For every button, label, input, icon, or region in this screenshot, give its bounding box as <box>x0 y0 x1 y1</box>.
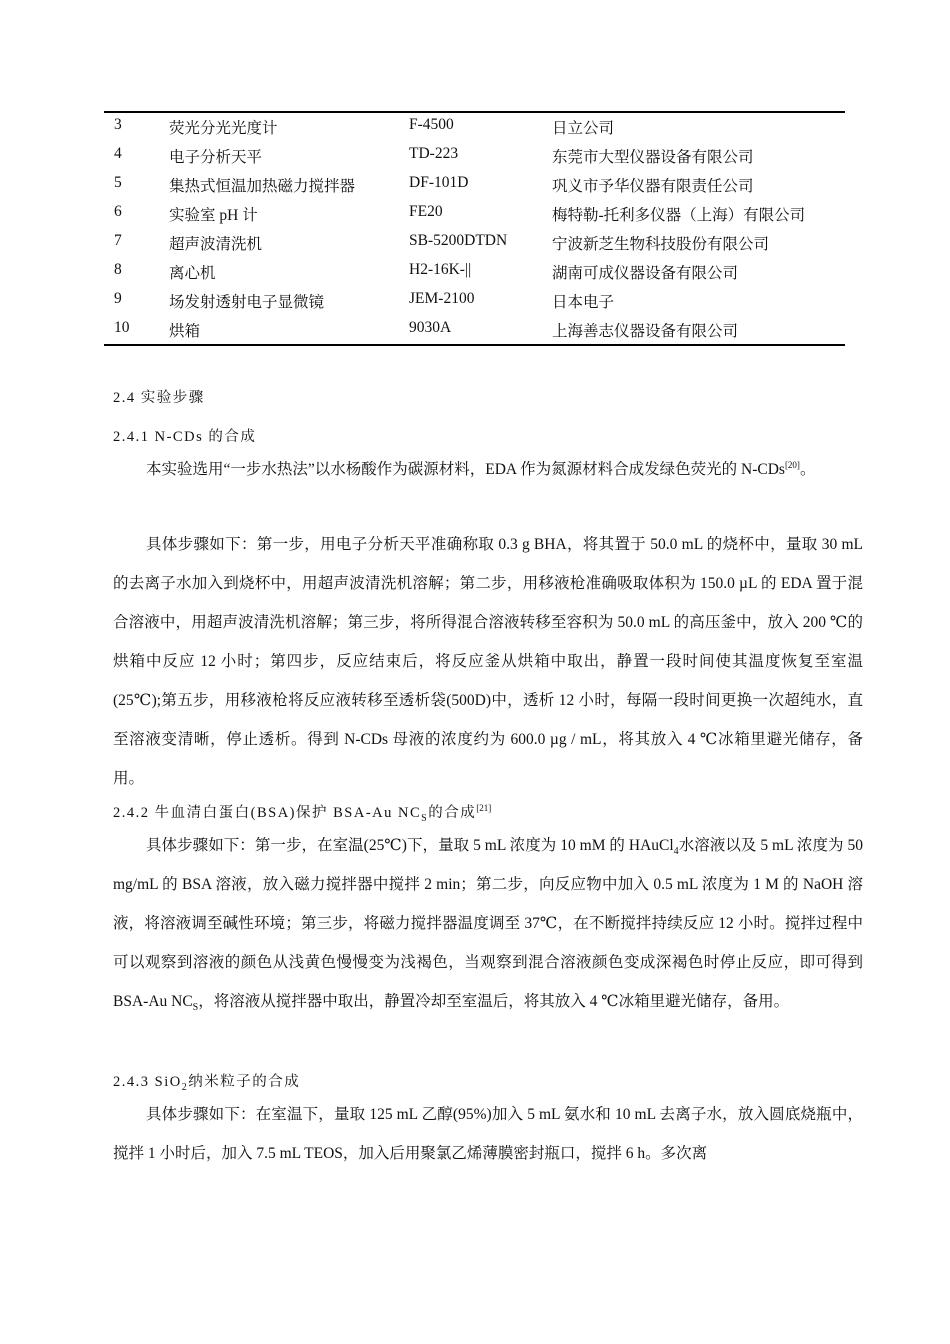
citation-ref: [21] <box>476 803 492 814</box>
row-number: 5 <box>114 174 122 191</box>
instrument-maker: 湖南可成仪器设备有限公司 <box>552 265 739 282</box>
table-row <box>104 141 845 170</box>
row-number: 3 <box>114 116 122 133</box>
table-row <box>104 112 845 141</box>
subscript: S <box>192 1002 199 1014</box>
instrument-name: 烘箱 <box>169 323 201 340</box>
instrument-maker: 日本电子 <box>552 294 615 311</box>
table-row <box>104 286 845 315</box>
paragraph-ncds-steps: 具体步骤如下：第一步，用电子分析天平准确称取 0.3 g BHA，将其置于 50.0 mL 的烧杯中，量取 30 mL 的去离子水加入到烧杯中，用超声波清洗机溶解；第二步，用移液枪准确吸取体积为 150.0 µL 的 EDA 置于混合溶液中，用超声波清洗机溶解；第三步，将所得混合溶液转移至容积为 50.0 mL 的高压釜中，放入 200 ℃的烘箱中反应 12 小时；第四步，反应结束后，将反应釜从烘箱中取出，静置一段时间使其温度恢复至室温(25℃);第五步，用移液枪将反应液转移至透析袋(500D)中，透析 12 小时，每隔一段时间更换一次超纯水，直至溶液变清晰，停止透析。得到 N-CDs 母液的浓度约为 600.0 µg / mL，将其放入 4 ℃冰箱里避光储存，备用。 <box>113 536 863 787</box>
citation-ref: [20] <box>784 459 800 470</box>
table-row <box>104 257 845 286</box>
instrument-maker: 巩义市予华仪器有限责任公司 <box>552 178 754 195</box>
row-number: 4 <box>114 145 122 162</box>
table-row <box>104 170 845 199</box>
row-number: 10 <box>114 319 130 336</box>
paragraph-text: ，将溶液从搅拌器中取出，静置冷却至室温后，将其放入 4 ℃冰箱里避光储存，备用。 <box>198 993 790 1010</box>
row-number: 6 <box>114 203 122 220</box>
instrument-maker: 宁波新芝生物科技股份有限公司 <box>552 236 770 253</box>
heading-text: 2.4.3 SiO <box>113 1074 182 1090</box>
instrument-name: 场发射透射电子显微镜 <box>169 294 325 311</box>
heading-subscript: 2 <box>181 1081 189 1093</box>
instrument-name: 集热式恒温加热磁力搅拌器 <box>169 178 356 195</box>
instrument-name: 超声波清洗机 <box>169 236 263 253</box>
paragraph-ncds-intro <box>113 450 863 489</box>
instrument-model: H2-16K-|| <box>409 261 472 278</box>
section-heading-2-4-3 <box>113 1070 300 1093</box>
paragraph-text: 本实验选用“一步水热法”以水杨酸作为碳源材料，EDA 作为氮源材料合成发绿色荧光的 N-CDs <box>146 461 785 478</box>
row-number: 8 <box>114 261 122 278</box>
instrument-model: TD-223 <box>409 145 459 162</box>
instrument-name: 荧光分光光度计 <box>169 120 278 137</box>
instrument-maker: 上海善志仪器设备有限公司 <box>552 323 739 340</box>
instrument-maker: 东莞市大型仪器设备有限公司 <box>552 149 754 166</box>
table-row <box>104 199 845 228</box>
instrument-name: 实验室 pH 计 <box>169 207 258 224</box>
instrument-model: FE20 <box>409 203 443 220</box>
instrument-model: 9030A <box>409 319 452 336</box>
table-row <box>104 228 845 257</box>
paragraph-bsa-au-steps <box>113 826 863 1021</box>
instrument-model: DF-101D <box>409 174 469 191</box>
section-heading-2-4: 2.4 实验步骤 <box>113 390 205 406</box>
heading-text: 2.4.2 牛血清白蛋白(BSA)保护 BSA-Au NC <box>113 805 422 821</box>
heading-text: 纳米粒子的合成 <box>188 1074 301 1090</box>
row-number: 9 <box>114 290 122 307</box>
instrument-name: 电子分析天平 <box>169 149 263 166</box>
paragraph-text: 具体步骤如下：第一步，在室温(25℃)下，量取 5 mL 浓度为 10 mM 的 HAuCl <box>146 837 674 854</box>
paragraph-sio2-steps: 具体步骤如下：在室温下，量取 125 mL 乙醇(95%)加入 5 mL 氨水和 10 mL 去离子水，放入圆底烧瓶中，搅拌 1 小时后，加入 7.5 mL TEOS，加入后用聚氯乙烯薄膜密封瓶口，搅拌 6 h。多次离 <box>113 1106 863 1162</box>
subscript: 4 <box>673 846 679 858</box>
instrument-model: SB-5200DTDN <box>409 232 508 249</box>
row-number: 7 <box>114 232 122 249</box>
instrument-name: 离心机 <box>169 265 216 282</box>
equipment-table <box>104 111 845 346</box>
paragraph-text: 。 <box>799 461 816 478</box>
paragraph-text: 水溶液以及 5 mL 浓度为 50 mg/mL 的 BSA 溶液，放入磁力搅拌器中搅拌 2 min；第二步，向反应物中加入 0.5 mL 浓度为 1 M 的 NaOH 溶液，将溶液调至碱性环境；第三步，将磁力搅拌器温度调至 37℃，在不断搅拌持续反应 12 小时。搅拌过程中可以观察到溶液的颜色从浅黄色慢慢变为浅褐色，当观察到混合溶液颜色变成深褐色时停止反应，即可得到 BSA-Au NC <box>113 837 864 1010</box>
instrument-model: F-4500 <box>409 116 454 133</box>
section-heading-2-4-1: 2.4.1 N-CDs 的合成 <box>113 429 257 445</box>
table-row <box>104 315 845 344</box>
instrument-model: JEM-2100 <box>409 290 475 307</box>
section-heading-2-4-2 <box>113 801 491 824</box>
instrument-maker: 日立公司 <box>552 120 615 137</box>
heading-subscript: S <box>421 812 429 824</box>
instrument-maker: 梅特勒-托利多仪器（上海）有限公司 <box>552 207 806 224</box>
heading-text: 的合成 <box>428 805 477 821</box>
